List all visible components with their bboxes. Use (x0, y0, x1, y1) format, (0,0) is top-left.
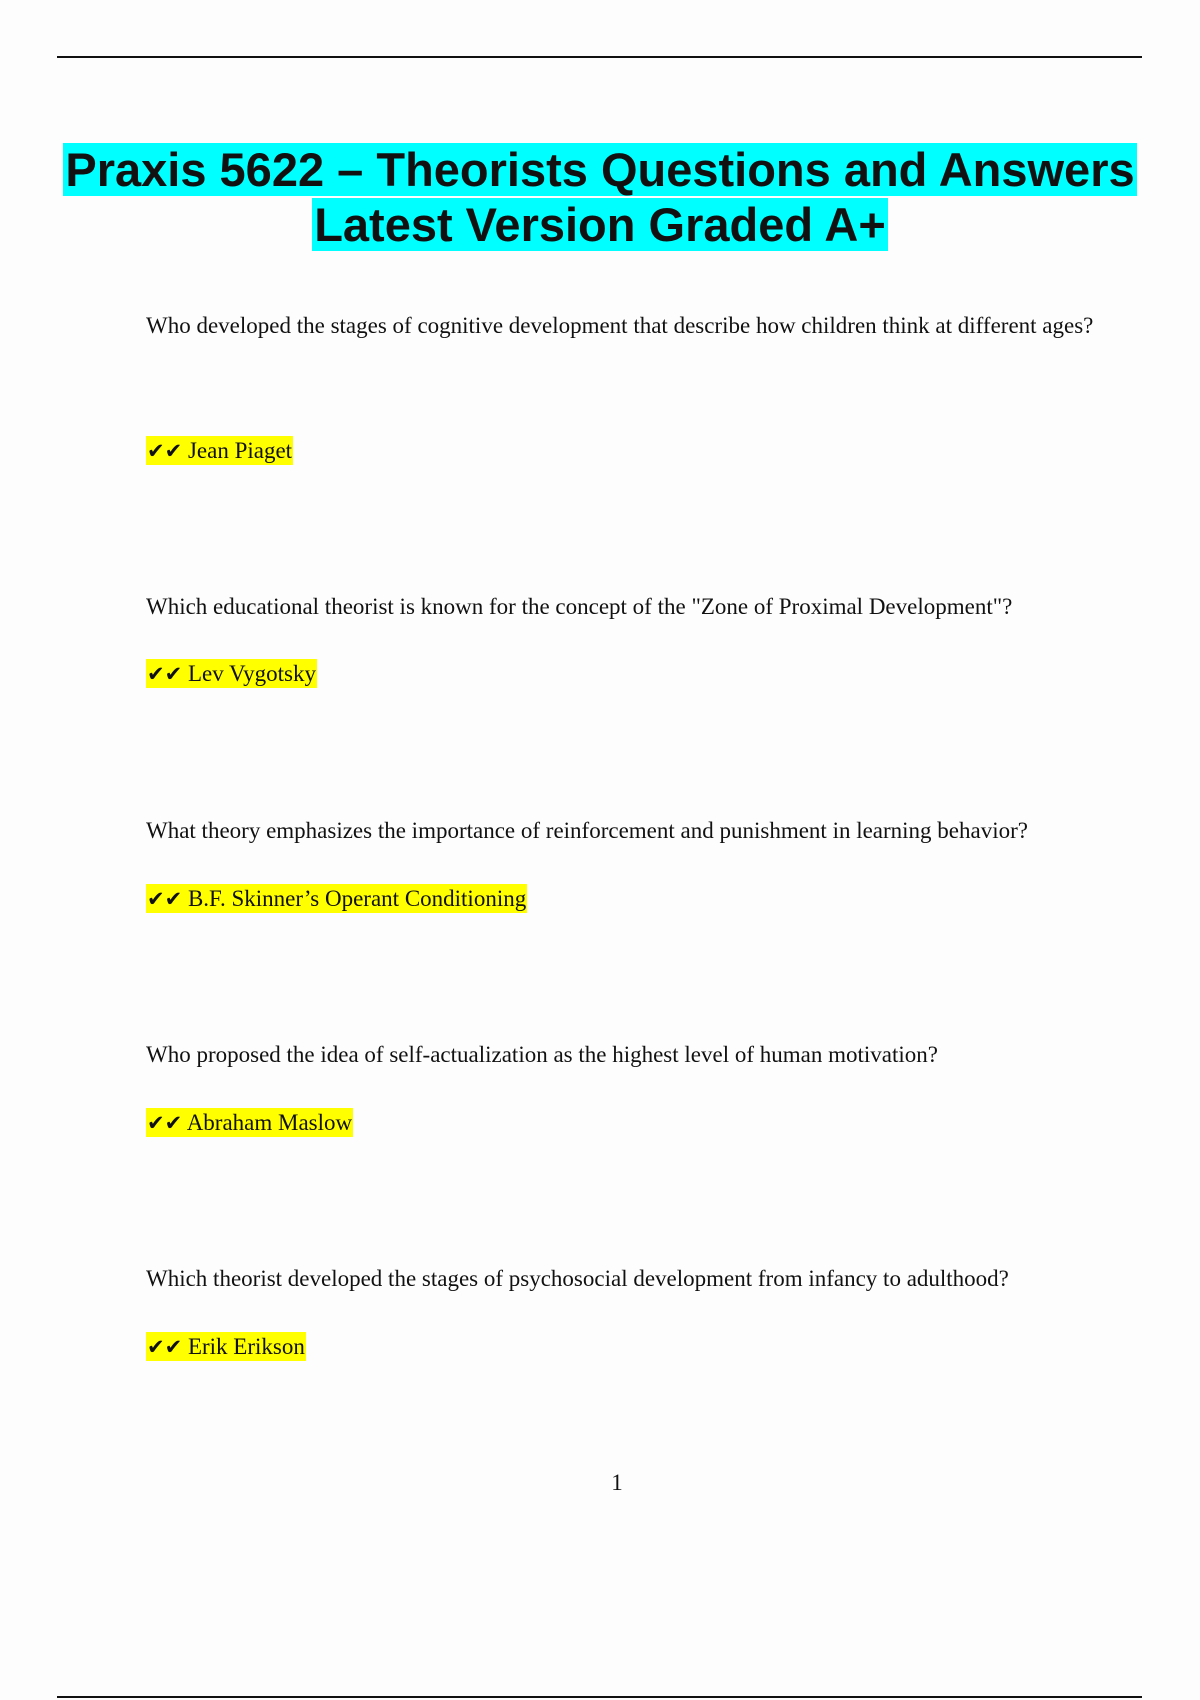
question-text: Which theorist developed the stages of psychosocial development from infancy to adulthood? (146, 1266, 1009, 1291)
check-mark-icon: ✔✔ (147, 662, 183, 686)
header-rule (57, 56, 1142, 58)
answer-text (146, 1331, 306, 1363)
answer-value: Erik Erikson (187, 1334, 305, 1359)
answer-text (146, 658, 317, 690)
answer-value: Jean Piaget (187, 438, 293, 463)
qa-item (146, 297, 1096, 463)
answer-text (146, 1107, 353, 1139)
document-title (0, 142, 1200, 252)
page-number: 1 (611, 1470, 623, 1495)
answer-highlight (146, 1332, 306, 1361)
question-text: Who developed the stages of cognitive development that describe how children think at different ages? (146, 313, 1094, 338)
answer-text (146, 883, 527, 915)
qa-item (146, 578, 1096, 686)
question-text: Which educational theorist is known for the concept of the "Zone of Proximal Development"? (146, 594, 1013, 619)
answer-text (146, 435, 293, 467)
qa-item (146, 1026, 1096, 1135)
answer-highlight (146, 659, 317, 688)
check-mark-icon: ✔✔ (147, 1335, 183, 1359)
answer-value: Abraham Maslow (186, 1110, 353, 1135)
footer-rule (57, 1696, 1142, 1698)
qa-item (146, 1250, 1096, 1359)
check-mark-icon: ✔✔ (147, 439, 183, 463)
check-mark-icon: ✔✔ (147, 887, 183, 911)
title-highlight: Praxis 5622 – Theorists Questions and Answers Latest Version Graded A+ (65, 143, 1135, 251)
answer-highlight (146, 1108, 353, 1137)
answer-highlight (146, 436, 293, 465)
qa-item (146, 802, 1096, 911)
answer-highlight (146, 884, 527, 913)
check-mark-icon: ✔✔ (147, 1111, 183, 1135)
answer-value: B.F. Skinner’s Operant Conditioning (187, 886, 527, 911)
question-text: What theory emphasizes the importance of reinforcement and punishment in learning behavior? (146, 818, 1028, 843)
answer-value: Lev Vygotsky (187, 661, 316, 686)
question-text: Who proposed the idea of self-actualization as the highest level of human motivation? (146, 1042, 938, 1067)
